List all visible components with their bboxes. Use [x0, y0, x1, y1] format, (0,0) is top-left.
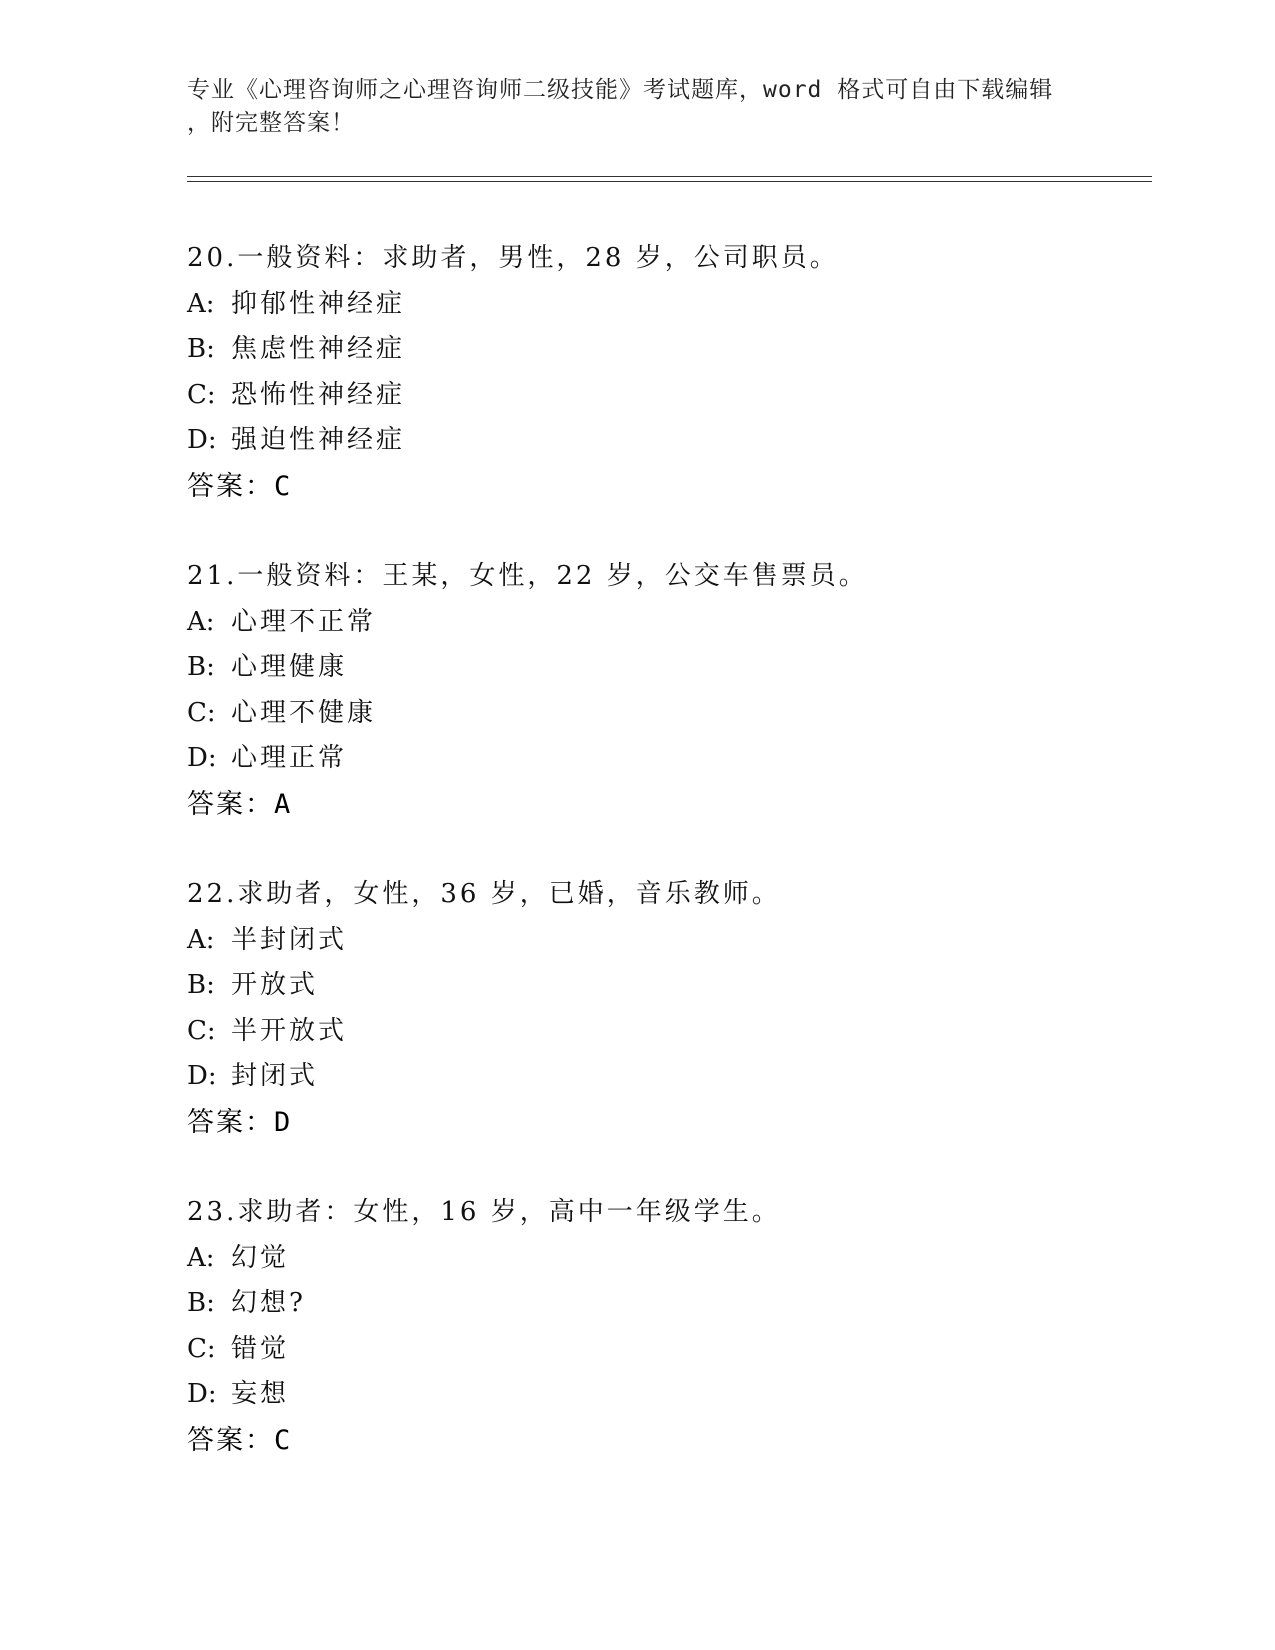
option-text: 恐怖性神经症 — [231, 379, 406, 410]
option-text: 封闭式 — [231, 1061, 319, 1091]
option-text: 抑郁性神经症 — [231, 288, 406, 319]
question-stem: 23.求助者：女性，16 岁，高中一年级学生。 — [187, 1197, 781, 1227]
option-c — [187, 373, 1147, 419]
option-letter: B: — [187, 334, 215, 364]
header-line-2: ，附完整答案！ — [187, 110, 355, 136]
option-letter: D: — [187, 1379, 217, 1409]
answer-line: 答案：C — [187, 470, 293, 502]
answer-line: 答案：C — [187, 1424, 293, 1456]
option-letter: A: — [187, 288, 215, 319]
option-d — [187, 1054, 1147, 1100]
option-text: 开放式 — [231, 970, 319, 1000]
option-text: 心理不健康 — [231, 697, 377, 728]
option-b — [187, 645, 1147, 691]
option-text: 心理不正常 — [231, 606, 377, 637]
question-stem: 21.一般资料：王某，女性，22 岁，公交车售票员。 — [187, 561, 868, 591]
header-divider-bottom — [187, 181, 1152, 182]
question-item — [187, 554, 1147, 872]
option-letter: D: — [187, 743, 217, 773]
option-a — [187, 918, 1147, 964]
option-text: 心理正常 — [231, 743, 348, 773]
question-stem: 22.求助者，女性，36 岁，已婚，音乐教师。 — [187, 879, 781, 909]
option-text: 幻觉 — [231, 1242, 290, 1273]
header-line-1: 专业《心理咨询师之心理咨询师二级技能》考试题库，word 格式可自由下载编辑 — [187, 77, 1054, 103]
question-item — [187, 872, 1147, 1190]
option-text: 幻想? — [231, 1288, 306, 1318]
option-letter: B: — [187, 970, 215, 1000]
option-c — [187, 1009, 1147, 1055]
option-text: 心理健康 — [231, 652, 348, 682]
question-stem: 20.一般资料：求助者，男性，28 岁，公司职员。 — [187, 243, 839, 273]
option-letter: C: — [187, 1333, 216, 1364]
option-text: 半开放式 — [231, 1015, 348, 1046]
option-c — [187, 691, 1147, 737]
option-letter: C: — [187, 1015, 216, 1046]
option-d — [187, 1372, 1147, 1418]
option-a — [187, 600, 1147, 646]
option-b — [187, 1281, 1147, 1327]
option-text: 错觉 — [231, 1333, 290, 1364]
option-letter: C: — [187, 379, 216, 410]
option-letter: A: — [187, 1242, 215, 1273]
option-letter: C: — [187, 697, 216, 728]
option-c — [187, 1327, 1147, 1373]
option-letter: B: — [187, 652, 215, 682]
header-divider-top — [187, 176, 1152, 177]
option-b — [187, 963, 1147, 1009]
option-d — [187, 418, 1147, 464]
document-header — [187, 74, 1067, 140]
option-text: 强迫性神经症 — [231, 425, 406, 455]
option-letter: D: — [187, 425, 217, 455]
question-item — [187, 236, 1147, 554]
option-letter: D: — [187, 1061, 217, 1091]
answer-line: 答案：A — [187, 788, 293, 820]
answer-line: 答案：D — [187, 1106, 293, 1138]
option-a — [187, 282, 1147, 328]
option-text: 妄想 — [231, 1379, 290, 1409]
option-d — [187, 736, 1147, 782]
option-b — [187, 327, 1147, 373]
option-letter: A: — [187, 606, 215, 637]
option-a — [187, 1236, 1147, 1282]
option-text: 半封闭式 — [231, 924, 348, 955]
option-letter: A: — [187, 924, 215, 955]
question-item — [187, 1190, 1147, 1508]
question-list — [187, 236, 1147, 1508]
option-letter: B: — [187, 1288, 215, 1318]
option-text: 焦虑性神经症 — [231, 334, 406, 364]
